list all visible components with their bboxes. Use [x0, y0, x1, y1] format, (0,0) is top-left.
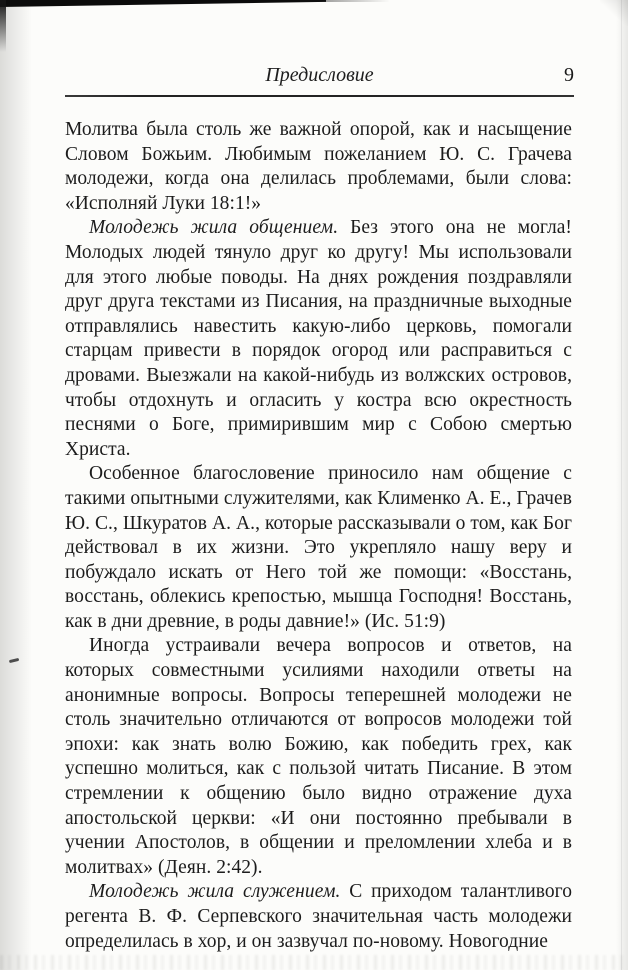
- scan-top-right-corner-artifact: [600, 0, 628, 26]
- body-text: [65, 118, 572, 954]
- paragraph: [65, 216, 572, 462]
- paragraph-text: С приходом талантливого регента В. Ф. Серпевского значительная часть молодежи определилась в хор, и он зазвучал по-новому. Новогодние: [65, 881, 572, 952]
- paragraph: [65, 634, 572, 880]
- paragraph-lead-italic: Молодежь жила общением.: [89, 217, 339, 239]
- left-binding-shadow: [0, 0, 32, 970]
- paragraph: [65, 118, 572, 216]
- scan-top-edge-artifact-faint: [300, 0, 390, 2]
- scan-top-edge-artifact: [0, 0, 326, 7]
- scan-top-left-corner-artifact: [0, 0, 6, 52]
- running-head: [65, 62, 574, 100]
- header-rule: [65, 95, 574, 97]
- page-number: 9: [564, 64, 574, 86]
- paragraph-text: Особенное благословение приносило нам общение с такими опытными служителями, как Клименко А. Е., Грачев Ю. С., Шкуратов А. А., которые рассказывали о том, как Бог действовал в их жизни. Это укрепляло нашу веру и побуждало искать от Него той же помощи: «Восстань, восстань, облекись крепостью, мышца Господня! Восстань, как в дни древние, в роды давние!» (Ис. 51:9): [65, 463, 572, 632]
- stray-pen-mark: [9, 658, 19, 663]
- paragraph: [65, 880, 572, 954]
- paragraph-text: Без этого она не могла! Молодых людей тянуло друг ко другу! Мы использовали для этого любые поводы. На днях рождения поздравляли друг друга текстами из Писания, на праздничные выходные отправлялись навестить какую-либо церковь, помогали старцам привести в порядок огород или расправиться с дровами. Выезжали на какой-нибудь из волжских островов, чтобы отдохнуть и огласить у костра всю окрестность песнями о Боге, примирившим мир с Собою смертью Христа.: [65, 217, 572, 460]
- right-page-edge-shadow: [616, 0, 628, 970]
- paragraph-text: Иногда устраивали вечера вопросов и ответов, на которых совместными усилиями находили ответы на анонимные вопросы. Вопросы теперешней молодежи не столь значительно отличаются от вопросов молодежи той эпохи: как знать волю Божию, как победить грех, как успешно молиться, как с пользой читать Писание. В этом стремлении к общению было видно отражение духа апостольской церкви: «И они постоянно пребывали в учении Апостолов, в общении и преломлении хлеба и в молитвах» (Деян. 2:42).: [65, 635, 572, 878]
- bottom-page-showthrough: [0, 955, 628, 970]
- paragraph-text: Молитва была столь же важной опорой, как и насыщение Словом Божьим. Любимым пожеланием Ю. С. Грачева молодежи, когда она делилась проблемами, были слова: «Исполняй Луки 18:1!»: [65, 119, 572, 214]
- running-head-title: Предисловие: [265, 64, 374, 86]
- right-page-edge-line: [621, 0, 622, 970]
- paragraph: [65, 462, 572, 634]
- paragraph-lead-italic: Молодежь жила служением.: [89, 881, 341, 903]
